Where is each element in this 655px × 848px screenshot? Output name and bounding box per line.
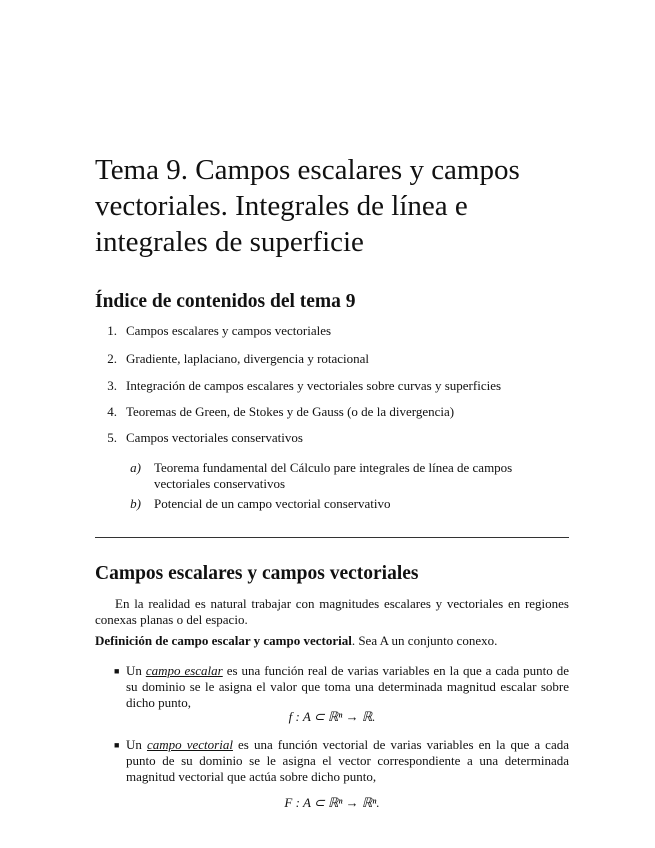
bullet-text bbox=[126, 737, 569, 785]
toc-item-number: 4. bbox=[107, 404, 117, 419]
toc-item-text: Integración de campos escalares y vectoriales sobre curvas y superficies bbox=[126, 378, 502, 393]
definition-paragraph bbox=[95, 633, 569, 649]
bullet-prefix: Un bbox=[126, 737, 147, 752]
toc-item-number: 3. bbox=[107, 378, 117, 393]
section-heading: Campos escalares y campos vectoriales bbox=[95, 563, 419, 584]
index-heading: Índice de contenidos del tema 9 bbox=[95, 291, 356, 312]
term-vector-field: campo vectorial bbox=[146, 737, 233, 752]
definition-text: . Sea A un conjunto conexo. bbox=[351, 633, 498, 648]
bullet-square-icon: ■ bbox=[114, 740, 120, 750]
toc-item-number: 2. bbox=[107, 351, 117, 366]
section-divider bbox=[95, 537, 569, 538]
bullet-text bbox=[126, 663, 569, 711]
bullet-body: es una función real de varias variables en la que a cada punto de su dominio se le asigna el valor que toma una determinada magnitud escalar sobre dicho punto, bbox=[126, 663, 569, 710]
toc-item-number: 5. bbox=[107, 430, 117, 445]
toc-subitem-letter: a) bbox=[130, 460, 141, 475]
toc-item-text: Gradiente, laplaciano, divergencia y rotacional bbox=[126, 351, 370, 366]
formula-scalar-field: f : A ⊂ ℝⁿ → ℝ. bbox=[288, 709, 376, 724]
toc-item-text: Campos escalares y campos vectoriales bbox=[126, 323, 332, 338]
toc-subitem-text: Potencial de un campo vectorial conservativo bbox=[154, 496, 391, 511]
toc-item-number: 1. bbox=[107, 323, 117, 338]
toc-subitem-letter: b) bbox=[130, 496, 141, 511]
intro-paragraph: En la realidad es natural trabajar con magnitudes escalares y vectoriales en regiones conexas planas o del espacio. bbox=[95, 596, 569, 627]
toc-item-text: Campos vectoriales conservativos bbox=[126, 430, 303, 445]
page-title: Tema 9. Campos escalares y campos vectoriales. Integrales de línea e integrales de superficie bbox=[95, 154, 520, 258]
bullet-body: es una función vectorial de varias variables en la que a cada punto de su dominio se le asigna el vector correspondiente a una determinada magnitud vectorial que actúa sobre dicho punto, bbox=[126, 737, 569, 784]
term-scalar-field: campo escalar bbox=[145, 663, 223, 678]
bullet-square-icon: ■ bbox=[114, 666, 120, 676]
toc-item-text: Teoremas de Green, de Stokes y de Gauss (o de la divergencia) bbox=[126, 404, 455, 419]
toc-subitem-text: Teorema fundamental del Cálculo pare integrales de línea de campos vectoriales conservativos bbox=[154, 460, 513, 491]
formula-vector-field: F : A ⊂ ℝⁿ → ℝⁿ. bbox=[284, 795, 380, 810]
bullet-prefix: Un bbox=[126, 663, 146, 678]
definition-label: Definición de campo escalar y campo vectorial bbox=[95, 633, 352, 648]
